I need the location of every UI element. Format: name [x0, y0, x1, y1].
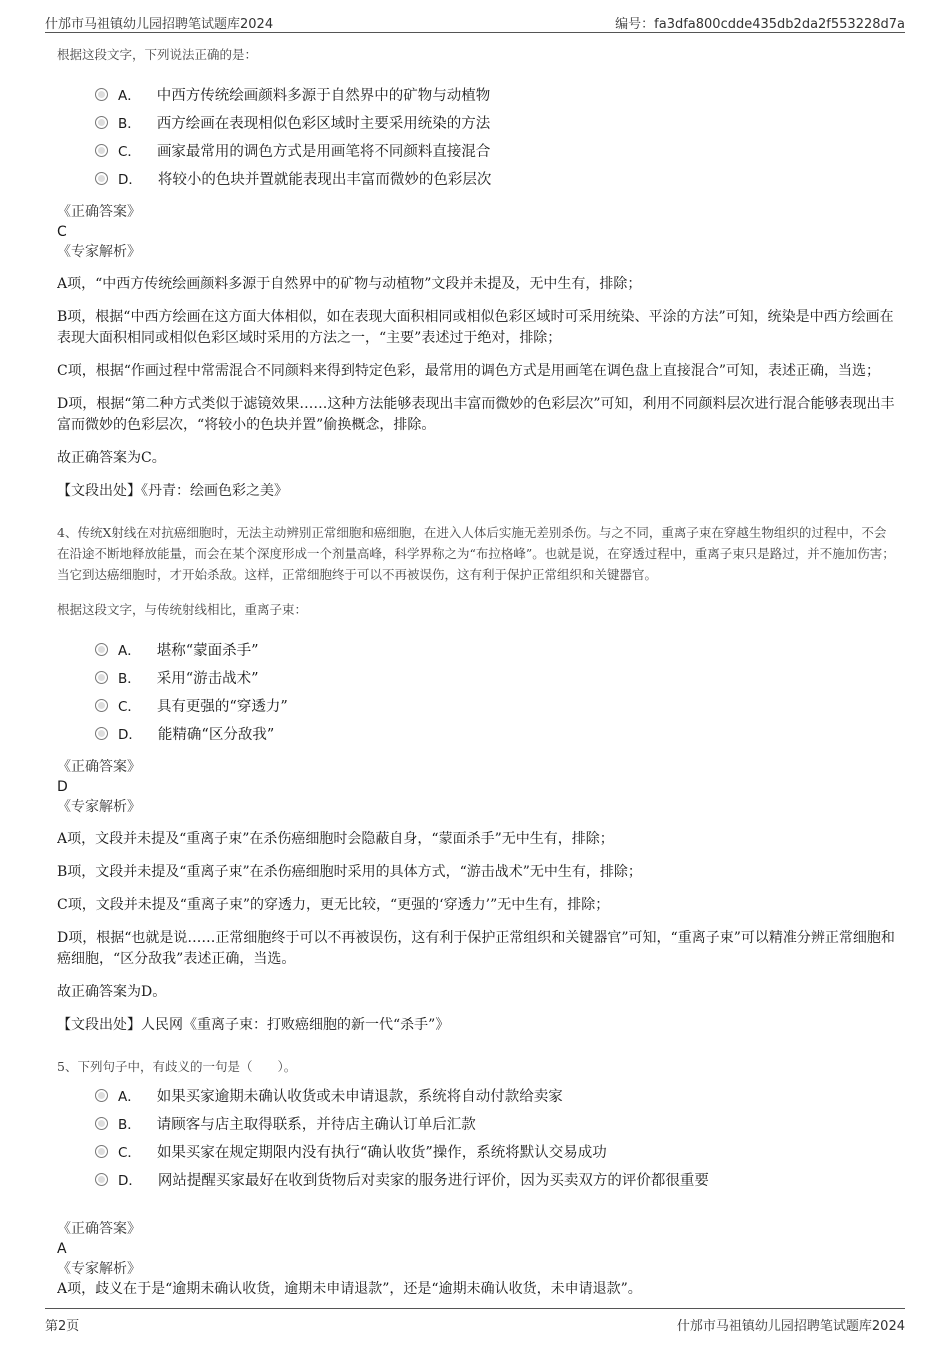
option-text: 中西方传统绘画颜料多源于自然界中的矿物与动植物: [156, 87, 491, 104]
option-text: 请顾客与店主取得联系，并待店主确认订单后汇款: [156, 1116, 476, 1133]
option-text: 如果买家逾期未确认收货或未申请退款，系统将自动付款给卖家: [156, 1088, 563, 1105]
option-letter: C．: [118, 699, 141, 715]
q4-prompt: 根据这段文字，与传统射线相比，重离子束：: [57, 602, 308, 617]
option-text: 网站提醒买家最好在收到货物后对卖家的服务进行评价，因为买卖双方的评价都很重要: [157, 1172, 709, 1189]
q4-passage: 4、传统X射线在对抗癌细胞时，无法主动辨别正常细胞和癌细胞，在进入人体后实施无差别杀伤。与之不同，重离子束在穿越生物组织的过程中，不会在沿途不断地释放能量，而会在某个深度形成一个剂量高峰，科学界称之为“布拉格峰”。也就是说，在穿透过程中，重离子束只是路过，并不施加伤害；当它到达癌细胞时，才开始杀敌。这样，正常细胞终于可以不再被误伤，这有利于保护正常组织和关键器官。: [57, 525, 895, 582]
option-letter: A．: [118, 1089, 141, 1105]
q3-prompt: 根据这段文字，下列说法正确的是：: [57, 47, 258, 62]
q4-option-c[interactable]: [95, 691, 897, 719]
q5-option-b[interactable]: [95, 1109, 897, 1137]
q3-option-c[interactable]: [95, 136, 897, 164]
q5-answer-label: 《正确答案》: [57, 1221, 141, 1237]
q5-analysis-a: A项，歧义在于是“逾期未确认收货，逾期未申请退款”，还是“逾期未确认收货，未申请退款”。: [57, 1281, 642, 1297]
option-letter: B．: [118, 671, 141, 687]
q4-analysis-c: C项，文段并未提及“重离子束”的穿透力，更无比较，“更强的‘穿透力’”无中生有，排除；: [57, 897, 610, 913]
page-content: [57, 44, 897, 1302]
page-number: 第2页: [45, 1319, 80, 1334]
option-text: 采用“游击战术”: [156, 670, 259, 687]
radio-icon[interactable]: [95, 643, 108, 656]
option-letter: D．: [118, 1173, 142, 1189]
option-letter: A．: [118, 643, 141, 659]
q3-analysis-b: B项，根据“中西方绘画在这方面大体相似，如在表现大面积相同或相似色彩区域时可采用统染、平涂的方法”可知，统染是中西方绘画在表现大面积相同或相似色彩区域时采用的方法之一，“主要”表述过于绝对，排除；: [57, 309, 894, 346]
q4-option-b[interactable]: [95, 663, 897, 691]
radio-icon[interactable]: [95, 88, 108, 101]
q3-option-a[interactable]: [95, 80, 897, 108]
option-text: 能精确“区分敌我”: [157, 726, 275, 743]
q4-analysis-b: B项，文段并未提及“重离子束”在杀伤癌细胞时采用的具体方式，“游击战术”无中生有，排除；: [57, 864, 642, 880]
option-letter: D．: [118, 172, 142, 188]
q4-option-d[interactable]: [95, 719, 897, 747]
q4-answer: D: [57, 779, 68, 795]
q5-options: [95, 1081, 897, 1193]
q3-analysis-c: C项，根据“作画过程中常需混合不同颜料来得到特定色彩，最常用的调色方式是用画笔在调色盘上直接混合”可知，表述正确，当选；: [57, 363, 881, 379]
header-title: 什邡市马祖镇幼儿园招聘笔试题库2024: [45, 17, 274, 32]
option-text: 如果买家在规定期限内没有执行“确认收货”操作，系统将默认交易成功: [156, 1144, 607, 1161]
q3-conclusion: 故正确答案为C。: [57, 450, 166, 466]
option-letter: C．: [118, 144, 141, 160]
option-text: 画家最常用的调色方式是用画笔将不同颜料直接混合: [156, 143, 491, 160]
option-text: 具有更强的“穿透力”: [156, 698, 288, 715]
q5-analysis-label: 《专家解析》: [57, 1261, 141, 1277]
q3-option-b[interactable]: [95, 108, 897, 136]
q3-analysis-a: A项，“中西方传统绘画颜料多源于自然界中的矿物与动植物”文段并未提及，无中生有，排除；: [57, 276, 642, 292]
q3-analysis-d: D项，根据“第二种方式类似于滤镜效果……这种方法能够表现出丰富而微妙的色彩层次”可知，利用不同颜料层次进行混合能够表现出丰富而微妙的色彩层次，“将较小的色块并置”偷换概念，排除。: [57, 396, 895, 433]
q3-answer: C: [57, 224, 67, 240]
q5-prompt: 5、下列句子中，有歧义的一句是（ ）。: [57, 1059, 297, 1074]
q3-option-d[interactable]: [95, 164, 897, 192]
page-header: [45, 10, 905, 33]
q4-analysis-d: D项，根据“也就是说……正常细胞终于可以不再被误伤，这有利于保护正常组织和关键器官”可知，“重离子束”可以精准分辨正常细胞和癌细胞，“区分敌我”表述正确，当选。: [57, 930, 895, 967]
q3-answer-label: 《正确答案》: [57, 204, 141, 220]
radio-icon[interactable]: [95, 116, 108, 129]
radio-icon[interactable]: [95, 699, 108, 712]
option-letter: D．: [118, 727, 142, 743]
option-letter: B．: [118, 116, 141, 132]
radio-icon[interactable]: [95, 1089, 108, 1102]
q4-conclusion: 故正确答案为D。: [57, 984, 167, 1000]
header-doc-id: 编号：fa3dfa800cdde435db2da2f553228d7a: [615, 17, 905, 32]
q5-option-d[interactable]: [95, 1165, 897, 1193]
q4-analysis-a: A项，文段并未提及“重离子束”在杀伤癌细胞时会隐蔽自身，“蒙面杀手”无中生有，排除；: [57, 831, 614, 847]
radio-icon[interactable]: [95, 1145, 108, 1158]
page-footer: [45, 1308, 905, 1337]
q5-answer: A: [57, 1241, 67, 1257]
q4-answer-label: 《正确答案》: [57, 759, 141, 775]
q4-analysis-label: 《专家解析》: [57, 799, 141, 815]
radio-icon[interactable]: [95, 671, 108, 684]
option-letter: C．: [118, 1145, 141, 1161]
option-text: 西方绘画在表现相似色彩区域时主要采用统染的方法: [156, 115, 491, 132]
q4-option-a[interactable]: [95, 635, 897, 663]
q5-option-c[interactable]: [95, 1137, 897, 1165]
q3-options: [95, 80, 897, 192]
radio-icon[interactable]: [95, 1117, 108, 1130]
radio-icon[interactable]: [95, 727, 108, 740]
footer-title: 什邡市马祖镇幼儿园招聘笔试题库2024: [676, 1319, 905, 1334]
radio-icon[interactable]: [95, 172, 108, 185]
radio-icon[interactable]: [95, 1173, 108, 1186]
q3-analysis-label: 《专家解析》: [57, 244, 141, 260]
q3-source: 【文段出处】《丹青：绘画色彩之美》: [57, 483, 288, 499]
option-letter: A．: [118, 88, 141, 104]
q4-source: 【文段出处】人民网《重离子束：打败癌细胞的新一代“杀手”》: [57, 1017, 450, 1033]
q4-options: [95, 635, 897, 747]
option-text: 将较小的色块并置就能表现出丰富而微妙的色彩层次: [157, 171, 492, 188]
q5-option-a[interactable]: [95, 1081, 897, 1109]
option-letter: B．: [118, 1117, 141, 1133]
option-text: 堪称“蒙面杀手”: [156, 642, 259, 659]
radio-icon[interactable]: [95, 144, 108, 157]
